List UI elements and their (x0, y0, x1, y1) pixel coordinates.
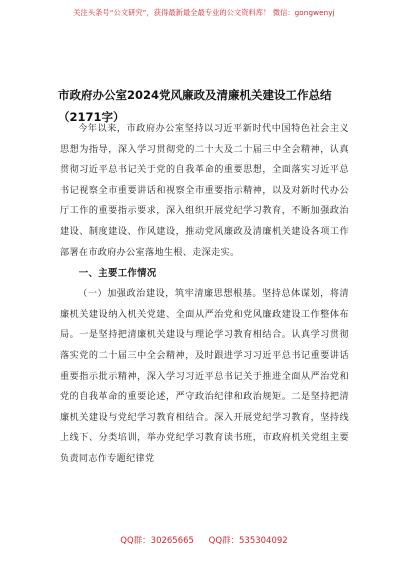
qq-group-1: QQ群：30265665 (120, 536, 194, 546)
section-paragraph: （一）加强政治建设，筑牢清廉思想根基。坚持总体谋划，将清廉机关建设纳入机关党建、全面从严治党和党风廉政建设工作整体布局。一是坚持把清廉机关建设与理论学习教育相结合。认真学习贯彻落实党的二十届三中全会精神，及时跟进学习习近平总书记重要讲话重要指示批示精神，深入学习习近平总书记关于推进全面从严治党和党的自我革命的重要论述，严守政治纪律和政治规矩。二是坚持把清廉机关建设与党纪学习教育相结合。深入开展党纪学习教育，坚持线上线下、分类培训，举办党纪学习教育读书班，市政府机关党组主要负责同志作专题纪律党 (60, 289, 349, 464)
qq-group-2: QQ群：535304092 (208, 536, 288, 546)
section-heading: 一、主要工作情况 (78, 268, 157, 280)
intro-paragraph: 今年以来，市政府办公室坚持以习近平新时代中国特色社会主义思想为指导，深入学习贯彻党的二十大及二十届三中全会精神，认真贯彻习近平总书记关于党的自我革命的重要思想，全面落实习近平总书记视察全市重要讲话和视察全市重要指示精神，以及对新时代办公厅工作的重要指示要求，深入组织开展党纪学习教育，不断加强政治建设、制度建设、作风建设，推动党风廉政及清廉机关建设各项工作部署在市政府办公室落地生根、走深走实。 (60, 124, 349, 258)
footer-contacts (0, 534, 408, 546)
top-banner: 关注头条号“公文研究”，获得最新最全最专业的公文资料库！ 微信：gongwenyj (73, 8, 335, 17)
document-body (60, 119, 349, 470)
document-title: 市政府办公室2024党风廉政及清廉机关建设工作总结（2171字） (58, 88, 332, 124)
